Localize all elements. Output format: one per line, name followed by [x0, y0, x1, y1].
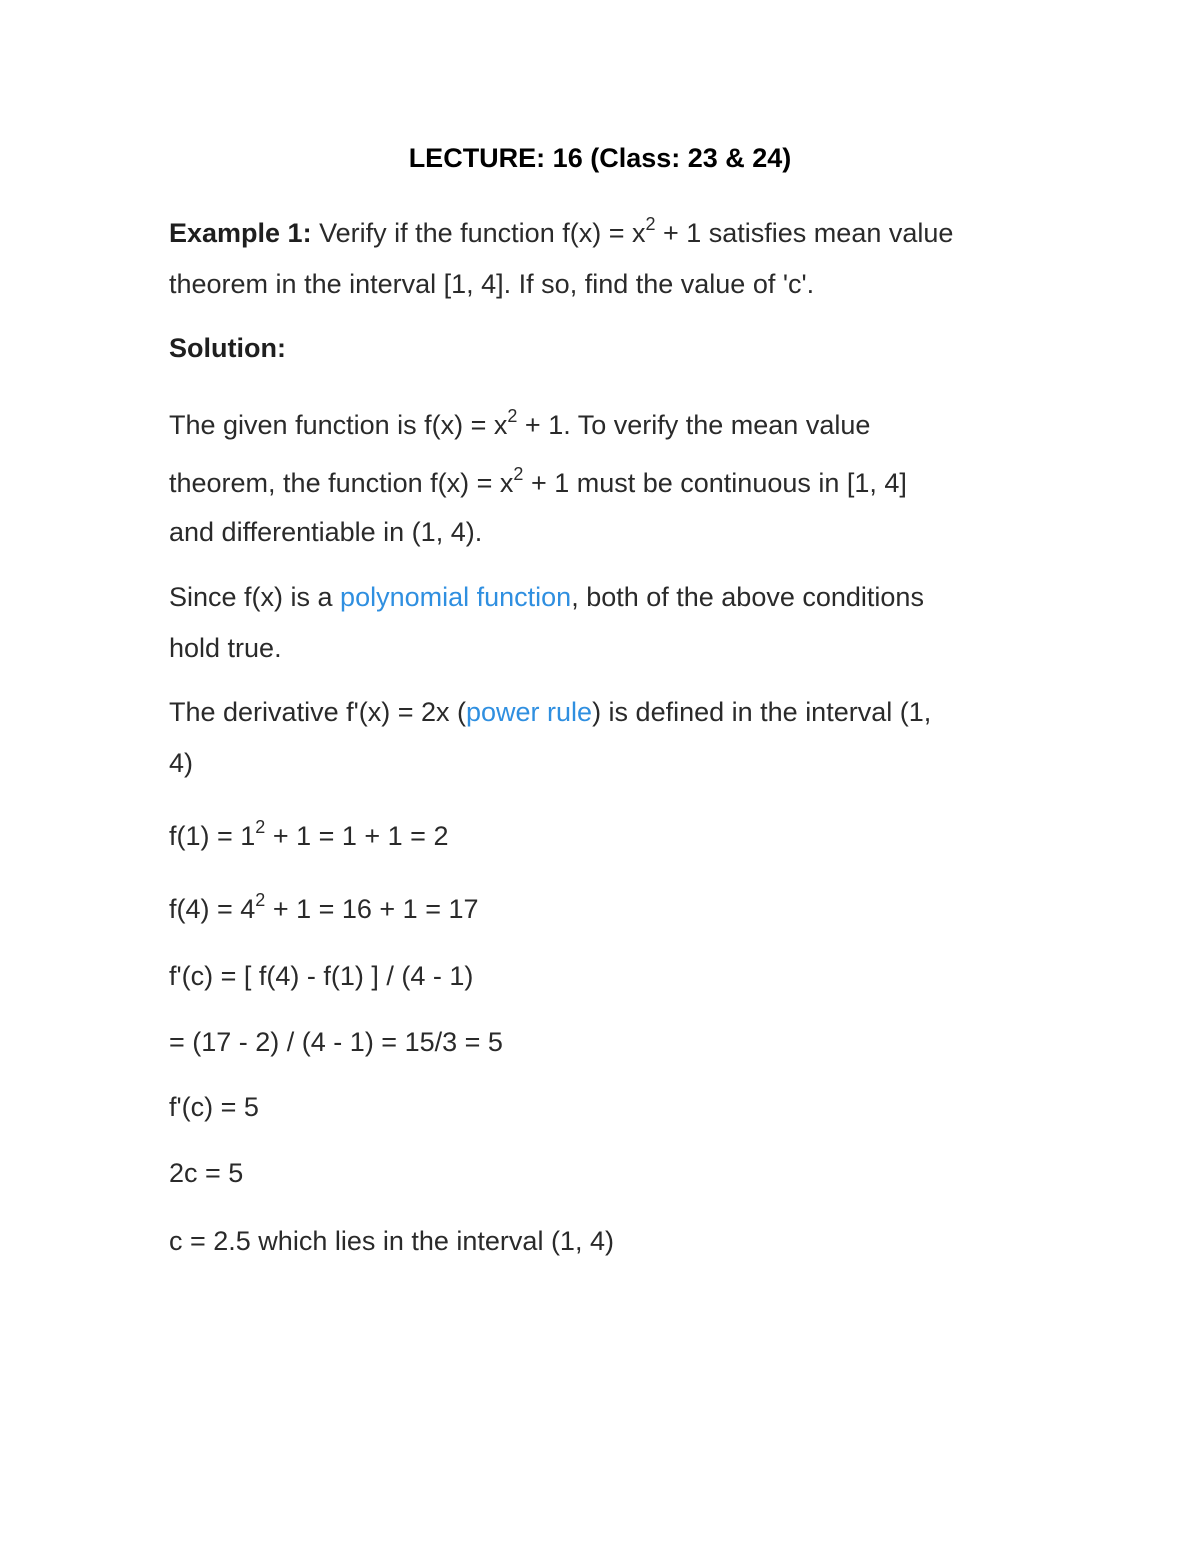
step-f4-sup: 2	[255, 890, 266, 910]
step-c-val-line: c = 2.5 which lies in the interval (1, 4)	[169, 1226, 614, 1256]
example-line-2: theorem in the interval [1, 4]. If so, find the value of 'c'.	[169, 269, 815, 299]
step-f4-b: + 1 = 16 + 1 = 17	[265, 894, 479, 924]
step-fc-def	[169, 951, 1049, 1002]
para1-sup-2: 2	[513, 464, 524, 484]
step-fc-val-line: f'(c) = 5	[169, 1092, 259, 1122]
example-line-1	[169, 208, 1049, 259]
step-f1-a: f(1) = 1	[169, 821, 256, 851]
paragraph-1	[169, 398, 1049, 560]
solution-block	[169, 323, 1049, 374]
step-f1-sup: 2	[255, 817, 266, 837]
polynomial-function-link[interactable]: polynomial function	[340, 582, 572, 612]
example-sup: 2	[645, 214, 656, 234]
step-calc	[169, 1017, 1049, 1068]
para2-text-a: Since f(x) is a	[169, 582, 341, 612]
example-label: Example 1:	[169, 218, 312, 248]
para1-sup-1: 2	[507, 406, 518, 426]
para2-text-b: , both of the above conditions	[571, 582, 924, 612]
step-two-c	[169, 1148, 1049, 1199]
para3-text-a: The derivative f'(x) = 2x (	[169, 697, 466, 727]
para2-line-2: hold true.	[169, 633, 282, 663]
step-f4-line	[169, 884, 1049, 935]
para1-text-c: theorem, the function f(x) = x	[169, 468, 514, 498]
paragraph-2	[169, 572, 1049, 674]
lecture-title: LECTURE: 16 (Class: 23 & 24)	[408, 143, 792, 173]
step-calc-line: = (17 - 2) / (4 - 1) = 15/3 = 5	[169, 1027, 503, 1057]
para1-line-3: and differentiable in (1, 4).	[169, 517, 483, 547]
para3-line-2: 4)	[169, 748, 194, 778]
example-text-b: + 1 satisfies mean value	[655, 218, 954, 248]
example-text-a: Verify if the function f(x) = x	[311, 218, 646, 248]
step-fc-def-line: f'(c) = [ f(4) - f(1) ] / (4 - 1)	[169, 961, 474, 991]
solution-label: Solution:	[169, 333, 286, 363]
step-c-val	[169, 1216, 1049, 1267]
para1-line-2	[169, 456, 1049, 511]
example-block	[169, 208, 1049, 310]
para1-text-b: + 1. To verify the mean value	[517, 410, 871, 440]
step-f1-b: + 1 = 1 + 1 = 2	[265, 821, 449, 851]
step-f4-a: f(4) = 4	[169, 894, 256, 924]
para1-text-d: + 1 must be continuous in [1, 4]	[523, 468, 907, 498]
step-two-c-line: 2c = 5	[169, 1158, 244, 1188]
step-f4	[169, 884, 1049, 935]
para3-line-1	[169, 687, 1049, 738]
paragraph-3	[169, 687, 1049, 789]
para1-text-a: The given function is f(x) = x	[169, 410, 508, 440]
power-rule-link[interactable]: power rule	[466, 697, 593, 727]
para1-line-1	[169, 398, 1049, 453]
step-f1	[169, 811, 1049, 862]
para3-text-b: ) is defined in the interval (1,	[592, 697, 932, 727]
step-fc-val	[169, 1082, 1049, 1133]
para2-line-1	[169, 572, 1049, 623]
step-f1-line	[169, 811, 1049, 862]
